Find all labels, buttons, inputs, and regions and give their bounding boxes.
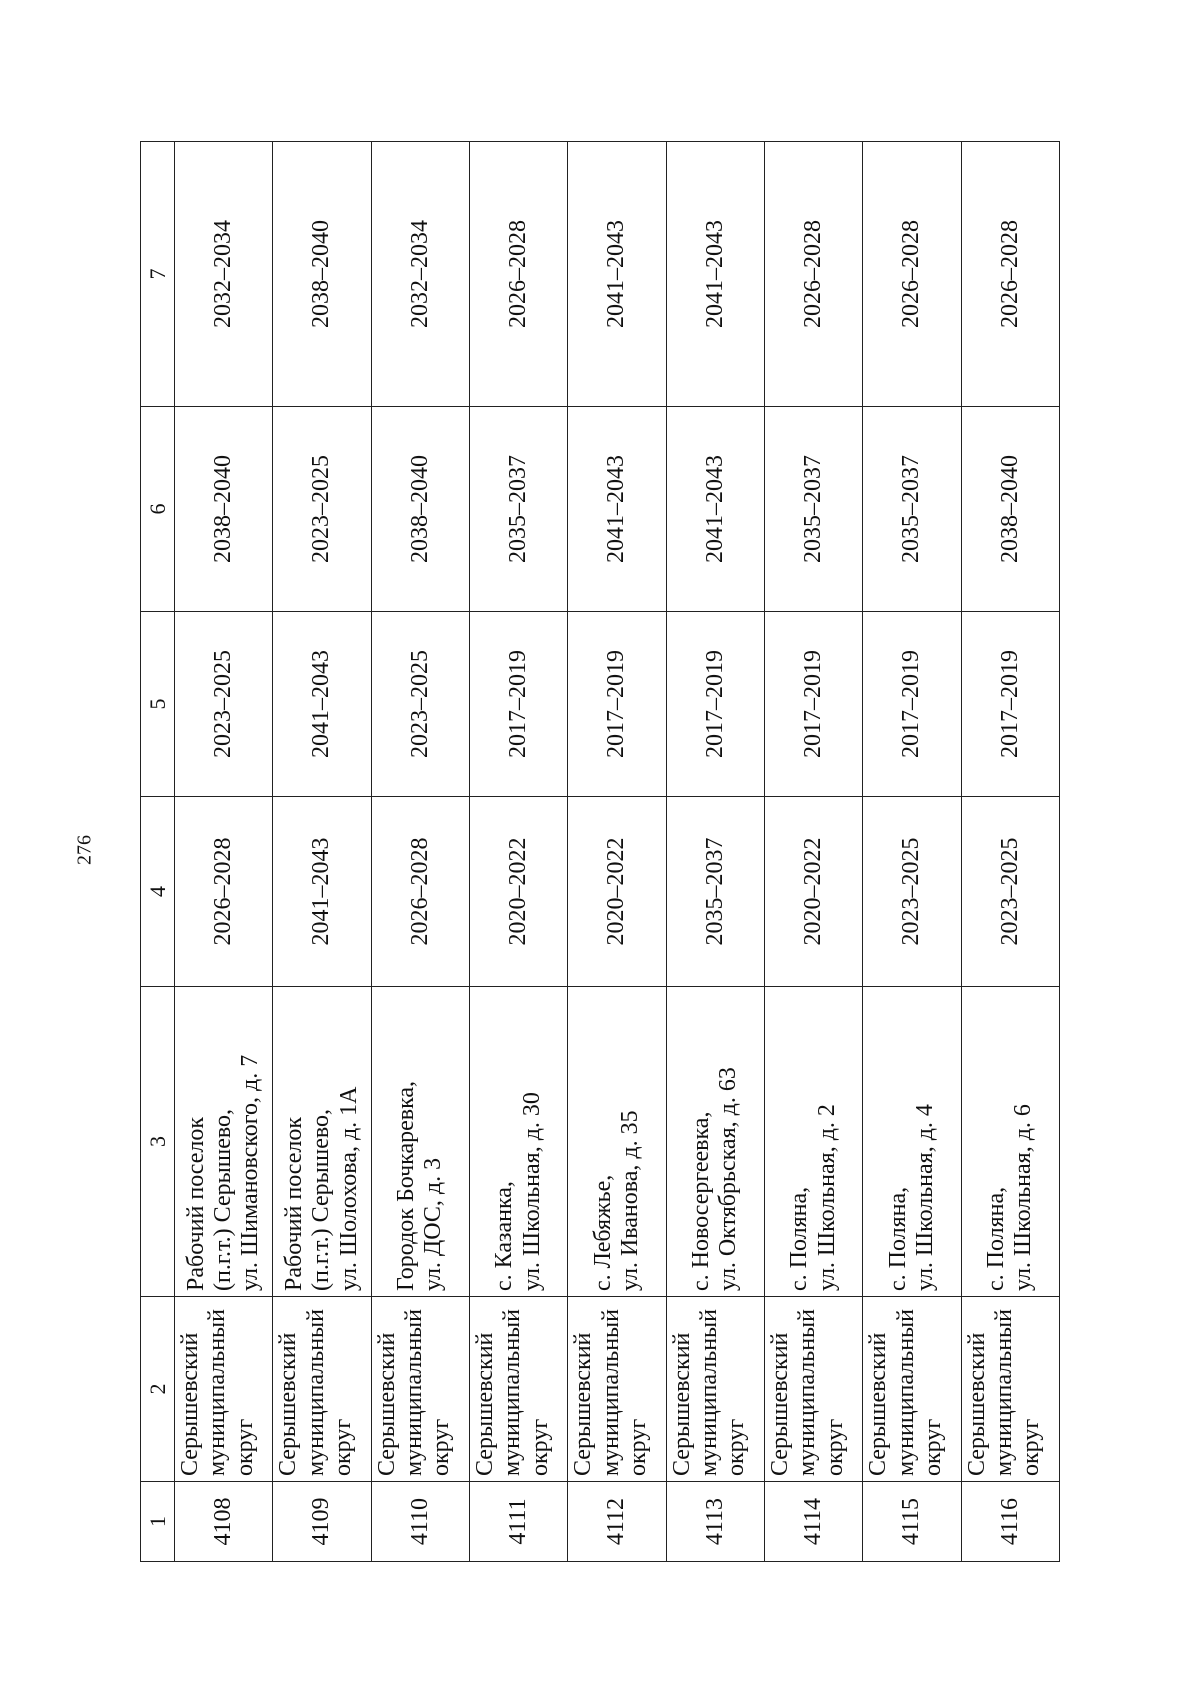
column-header-2: 2 bbox=[141, 1297, 175, 1482]
period-cell-col7: 2026–2028 bbox=[470, 142, 568, 407]
address-cell bbox=[666, 987, 764, 1297]
row-number-cell: 4108 bbox=[175, 1482, 273, 1562]
page-number: 276 bbox=[73, 835, 96, 865]
address-line: ул. Шолохова, д. 1А bbox=[335, 1086, 362, 1291]
address-line: Рабочий поселок bbox=[281, 1116, 308, 1291]
period-cell-col7: 2038–2040 bbox=[273, 142, 371, 407]
column-header-3: 3 bbox=[141, 987, 175, 1297]
district-line: муниципальный bbox=[794, 1308, 821, 1476]
address-line: с. Казанка, bbox=[491, 1181, 518, 1291]
period-cell-col5: 2017–2019 bbox=[666, 612, 764, 797]
period-cell-col5: 2017–2019 bbox=[863, 612, 961, 797]
row-number-cell: 4114 bbox=[764, 1482, 862, 1562]
district-line: муниципальный bbox=[401, 1308, 428, 1476]
district-line: округ bbox=[821, 1418, 848, 1476]
address-cell bbox=[470, 987, 568, 1297]
district-line: округ bbox=[330, 1418, 357, 1476]
column-header-6: 6 bbox=[141, 407, 175, 612]
district-cell bbox=[666, 1297, 764, 1482]
table-row bbox=[863, 142, 961, 1562]
period-cell-col4: 2020–2022 bbox=[568, 797, 666, 987]
period-cell-col6: 2035–2037 bbox=[764, 407, 862, 612]
period-cell-col4: 2026–2028 bbox=[175, 797, 273, 987]
table-row bbox=[371, 142, 469, 1562]
district-line: округ bbox=[428, 1418, 455, 1476]
period-cell-col6: 2041–2043 bbox=[666, 407, 764, 612]
address-line: (п.г.т.) Серышево, bbox=[308, 1108, 335, 1291]
period-cell-col4: 2023–2025 bbox=[961, 797, 1059, 987]
address-line: ул. Школьная, д. 2 bbox=[813, 1104, 840, 1291]
row-number-cell: 4111 bbox=[470, 1482, 568, 1562]
period-cell-col7: 2026–2028 bbox=[764, 142, 862, 407]
district-cell bbox=[961, 1297, 1059, 1482]
address-line: ул. Школьная, д. 30 bbox=[518, 1092, 545, 1291]
address-cell bbox=[764, 987, 862, 1297]
district-line: Серышевский bbox=[963, 1332, 990, 1476]
table-row bbox=[470, 142, 568, 1562]
period-cell-col4: 2023–2025 bbox=[863, 797, 961, 987]
district-line: Серышевский bbox=[275, 1332, 302, 1476]
district-line: муниципальный bbox=[892, 1308, 919, 1476]
district-cell bbox=[273, 1297, 371, 1482]
column-header-4: 4 bbox=[141, 797, 175, 987]
address-line: с. Поляна, bbox=[786, 1186, 813, 1291]
period-cell-col4: 2026–2028 bbox=[371, 797, 469, 987]
district-cell bbox=[371, 1297, 469, 1482]
column-header-5: 5 bbox=[141, 612, 175, 797]
row-number-cell: 4112 bbox=[568, 1482, 666, 1562]
table-row bbox=[273, 142, 371, 1562]
period-cell-col6: 2038–2040 bbox=[371, 407, 469, 612]
address-line: ул. ДОС, д. 3 bbox=[420, 1157, 447, 1291]
period-cell-col5: 2017–2019 bbox=[470, 612, 568, 797]
district-line: округ bbox=[920, 1418, 947, 1476]
district-line: Серышевский bbox=[766, 1332, 793, 1476]
district-cell bbox=[863, 1297, 961, 1482]
column-header-1: 1 bbox=[141, 1482, 175, 1562]
data-table bbox=[140, 141, 1060, 1562]
period-cell-col5: 2017–2019 bbox=[961, 612, 1059, 797]
header-row bbox=[141, 142, 175, 1562]
period-cell-col6: 2035–2037 bbox=[863, 407, 961, 612]
table-row bbox=[764, 142, 862, 1562]
period-cell-col6: 2038–2040 bbox=[175, 407, 273, 612]
period-cell-col4: 2035–2037 bbox=[666, 797, 764, 987]
period-cell-col7: 2041–2043 bbox=[568, 142, 666, 407]
period-cell-col6: 2038–2040 bbox=[961, 407, 1059, 612]
district-line: Серышевский bbox=[472, 1332, 499, 1476]
district-line: муниципальный bbox=[597, 1308, 624, 1476]
period-cell-col7: 2032–2034 bbox=[175, 142, 273, 407]
district-line: округ bbox=[625, 1418, 652, 1476]
district-cell bbox=[470, 1297, 568, 1482]
table-row bbox=[568, 142, 666, 1562]
table-row bbox=[175, 142, 273, 1562]
district-line: Серышевский bbox=[373, 1332, 400, 1476]
district-line: Серышевский bbox=[668, 1332, 695, 1476]
rotated-table-wrapper bbox=[140, 142, 1060, 1562]
address-cell bbox=[863, 987, 961, 1297]
period-cell-col4: 2041–2043 bbox=[273, 797, 371, 987]
period-cell-col7: 2041–2043 bbox=[666, 142, 764, 407]
address-line: с. Поляна, bbox=[884, 1186, 911, 1291]
address-line: Рабочий поселок bbox=[182, 1116, 209, 1291]
district-line: округ bbox=[723, 1418, 750, 1476]
address-cell bbox=[175, 987, 273, 1297]
district-cell bbox=[568, 1297, 666, 1482]
district-line: муниципальный bbox=[499, 1308, 526, 1476]
district-line: Серышевский bbox=[865, 1332, 892, 1476]
address-line: ул. Шимановского, д. 7 bbox=[237, 1054, 264, 1291]
district-cell bbox=[175, 1297, 273, 1482]
period-cell-col4: 2020–2022 bbox=[764, 797, 862, 987]
address-line: ул. Школьная, д. 4 bbox=[911, 1104, 938, 1291]
row-number-cell: 4110 bbox=[371, 1482, 469, 1562]
period-cell-col6: 2041–2043 bbox=[568, 407, 666, 612]
period-cell-col7: 2026–2028 bbox=[961, 142, 1059, 407]
address-line: ул. Октябрьская, д. 63 bbox=[715, 1067, 742, 1291]
period-cell-col7: 2026–2028 bbox=[863, 142, 961, 407]
address-line: с. Лебяжье, bbox=[589, 1174, 616, 1291]
table-body bbox=[141, 142, 1060, 1562]
row-number-cell: 4113 bbox=[666, 1482, 764, 1562]
row-number-cell: 4109 bbox=[273, 1482, 371, 1562]
district-cell bbox=[764, 1297, 862, 1482]
address-line: с. Поляна, bbox=[982, 1186, 1009, 1291]
district-line: Серышевский bbox=[177, 1332, 204, 1476]
district-line: округ bbox=[1018, 1418, 1045, 1476]
address-cell bbox=[371, 987, 469, 1297]
district-line: Серышевский bbox=[570, 1332, 597, 1476]
period-cell-col6: 2023–2025 bbox=[273, 407, 371, 612]
address-cell bbox=[961, 987, 1059, 1297]
period-cell-col5: 2023–2025 bbox=[175, 612, 273, 797]
period-cell-col5: 2041–2043 bbox=[273, 612, 371, 797]
address-line: (п.г.т.) Серышево, bbox=[210, 1108, 237, 1291]
period-cell-col7: 2032–2034 bbox=[371, 142, 469, 407]
row-number-cell: 4116 bbox=[961, 1482, 1059, 1562]
period-cell-col6: 2035–2037 bbox=[470, 407, 568, 612]
address-cell bbox=[273, 987, 371, 1297]
period-cell-col5: 2023–2025 bbox=[371, 612, 469, 797]
district-line: округ bbox=[526, 1418, 553, 1476]
address-line: Городок Бочкаревка, bbox=[393, 1080, 420, 1291]
period-cell-col5: 2017–2019 bbox=[764, 612, 862, 797]
district-line: муниципальный bbox=[696, 1308, 723, 1476]
address-line: ул. Иванова, д. 35 bbox=[617, 1110, 644, 1291]
address-line: ул. Школьная, д. 6 bbox=[1010, 1104, 1037, 1291]
district-line: муниципальный bbox=[204, 1308, 231, 1476]
district-line: муниципальный bbox=[302, 1308, 329, 1476]
address-line: с. Новосергеевка, bbox=[687, 1111, 714, 1291]
column-header-7: 7 bbox=[141, 142, 175, 407]
row-number-cell: 4115 bbox=[863, 1482, 961, 1562]
district-line: округ bbox=[231, 1418, 258, 1476]
table-row bbox=[961, 142, 1059, 1562]
table-row bbox=[666, 142, 764, 1562]
address-cell bbox=[568, 987, 666, 1297]
district-line: муниципальный bbox=[990, 1308, 1017, 1476]
period-cell-col4: 2020–2022 bbox=[470, 797, 568, 987]
period-cell-col5: 2017–2019 bbox=[568, 612, 666, 797]
